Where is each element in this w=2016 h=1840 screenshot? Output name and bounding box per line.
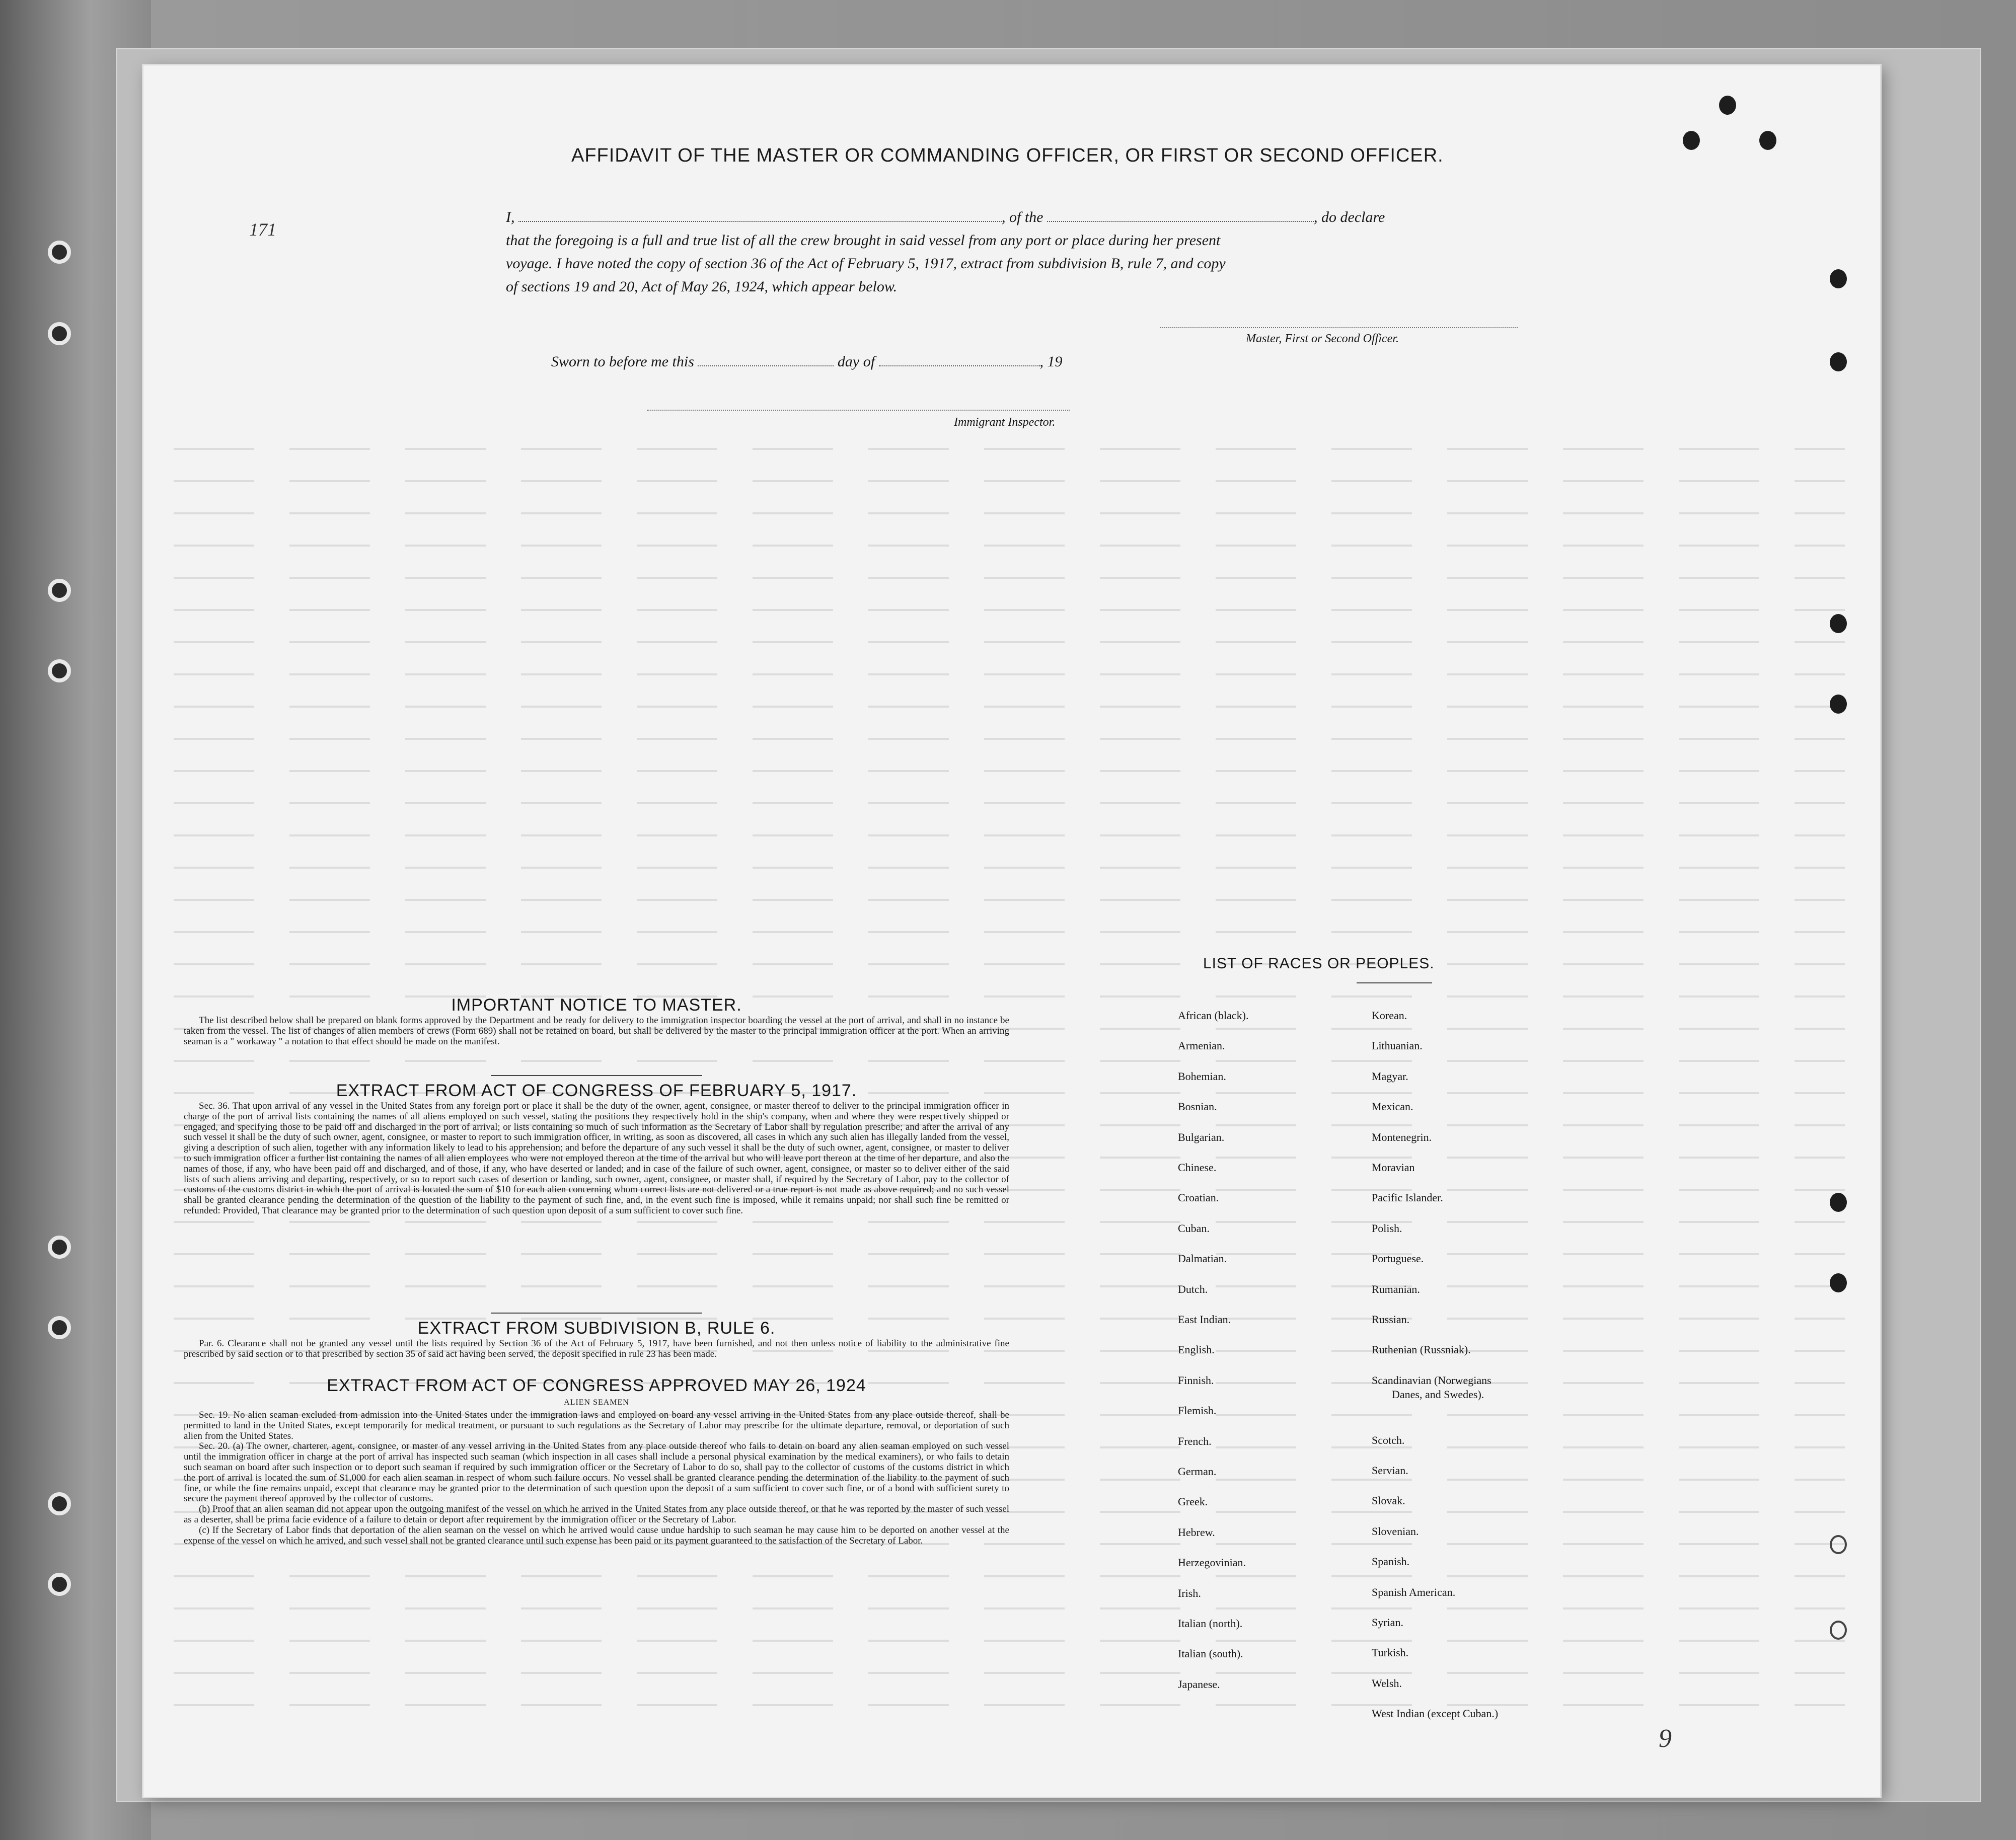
name-blank[interactable] bbox=[518, 210, 1002, 222]
master-signature-line[interactable] bbox=[1160, 327, 1518, 328]
binder-hole bbox=[48, 1573, 71, 1596]
bleed-through-row bbox=[174, 899, 1845, 901]
punch-hole-ring bbox=[1830, 1535, 1847, 1554]
sworn-line bbox=[551, 353, 1063, 370]
race-item: Bosnian. bbox=[1178, 1100, 1217, 1113]
divider bbox=[491, 1075, 702, 1076]
race-item: Lithuanian. bbox=[1372, 1039, 1423, 1052]
sworn-day-of: day of bbox=[837, 353, 875, 370]
bleed-through-row bbox=[174, 738, 1845, 740]
sworn-month-blank[interactable] bbox=[879, 354, 1040, 366]
notice-text bbox=[184, 1016, 1009, 1047]
handwritten-page-mark: 9 bbox=[1659, 1724, 1672, 1753]
race-item: Italian (south). bbox=[1178, 1647, 1243, 1660]
punch-hole bbox=[1830, 695, 1847, 714]
race-item: Magyar. bbox=[1372, 1069, 1408, 1083]
sworn-day-blank[interactable] bbox=[698, 354, 834, 366]
race-item: Turkish. bbox=[1372, 1646, 1409, 1659]
bleed-through-row bbox=[174, 641, 1845, 643]
bleed-through-row bbox=[174, 1640, 1845, 1642]
section-20c-paragraph: (c) If the Secretary of Labor finds that deportation of the alien seaman on the vessel on which he arrived would cause undue hardship to such seaman he may cause him to be deported on another vessel at the expense of the vessel on which he arrived, and such vessel shall not be granted clearance until such expense has been paid or its payment guaranteed to the satisfaction of the Secretary of Labor. bbox=[184, 1524, 1009, 1546]
race-item: Hebrew. bbox=[1178, 1525, 1215, 1539]
form-sheet bbox=[143, 65, 1880, 1797]
section-19-paragraph: Sec. 19. No alien seaman excluded from admission into the United States under the immigration laws and employed on board any vessel arriving in the United States from any place outside thereof, shall be permitted to land in the United States, except temporarily for medical treatment, or pursuant to such regulations as the Secretary of Labor may prescribe for the ultimate departure, removal, or deportation of such alien from the United States. bbox=[184, 1410, 1009, 1441]
binder-hole bbox=[48, 1492, 71, 1515]
master-signature-caption: Master, First or Second Officer. bbox=[1246, 332, 1399, 345]
affidavit-title: AFFIDAVIT OF THE MASTER OR COMMANDING OFFICER, OR FIRST OR SECOND OFFICER. bbox=[571, 145, 1444, 166]
bleed-through-row bbox=[174, 706, 1845, 708]
divider bbox=[1357, 982, 1432, 983]
race-item: Russian. bbox=[1372, 1313, 1410, 1326]
race-item: Korean. bbox=[1372, 1009, 1407, 1022]
bleed-through-row bbox=[174, 770, 1845, 772]
race-item: Montenegrin. bbox=[1372, 1130, 1432, 1143]
punch-hole bbox=[1830, 269, 1847, 288]
punch-hole bbox=[1830, 1273, 1847, 1292]
race-item: Portuguese. bbox=[1372, 1252, 1424, 1265]
race-item: Croatian. bbox=[1178, 1191, 1219, 1204]
extract-rule6-text bbox=[184, 1339, 1009, 1360]
inspector-signature-line[interactable] bbox=[647, 410, 1070, 411]
affidavit-of-the: , of the bbox=[1002, 209, 1043, 225]
race-item: Pacific Islander. bbox=[1372, 1191, 1443, 1204]
race-item: Armenian. bbox=[1178, 1039, 1225, 1052]
race-item: Flemish. bbox=[1178, 1404, 1217, 1417]
race-item: English. bbox=[1178, 1343, 1215, 1356]
race-item: Dalmatian. bbox=[1178, 1252, 1227, 1265]
binder-hole bbox=[48, 1236, 71, 1259]
bleed-through-row bbox=[174, 1575, 1845, 1577]
punch-hole bbox=[1683, 131, 1700, 150]
bleed-through-row bbox=[174, 609, 1845, 611]
notice-title: IMPORTANT NOTICE TO MASTER. bbox=[451, 995, 742, 1015]
divider bbox=[491, 1313, 702, 1314]
sworn-year: , 19 bbox=[1039, 353, 1063, 370]
race-item: Scandinavian (Norwegians bbox=[1372, 1373, 1491, 1387]
race-item: Greek. bbox=[1178, 1495, 1208, 1508]
bleed-through-row bbox=[174, 834, 1845, 836]
race-item: African (black). bbox=[1178, 1009, 1249, 1022]
section-36-paragraph: Sec. 36. That upon arrival of any vessel in the United States from any foreign port or place it shall be the duty of the owner, agent, consignee, or master thereof to deliver to the principal immigration officer in charge of the port of arrival lists containing the names of all aliens employed on such vessel, stating the positions they respectively hold in the ship's company, when and where they were respectively shipped or engaged, and specifying those to be paid off and discharged in the port of arrival; or lists containing so much of such information as the Secretary of Labor shall by regulation prescribe; and after the arrival of any such vessel it shall be the duty of such owner, agent, consignee, or master to report to such immigration officer, in writing, as soon as discovered, all cases in which any such alien has illegally landed from the vessel, giving a description of such alien, together with any information likely to lead to his apprehension; and before the departure of any such vessel it shall be the duty of such owner, agent, consignee, or master to deliver to such immigration officer a further list containing the names of all alien employees who were not employed thereon at the time of the arrival but who will leave port thereon at the time of her departure, and also the names of those, if any, who have been paid off and discharged, and of those, if any, who have deserted or landed; and in case of the failure of such owner, agent, consignee, or master so to deliver either of the said lists of such aliens arriving and departing, respectively, or so to report such cases of desertion or landing, such owner, agent, consignee, or master shall, if required by the Secretary of Labor, pay to the collector of customs of the customs district in which the port of arrival is located the sum of $10 for each alien concerning whom correct lists are not delivered or a true report is not made as above required; and no such vessel shall be granted clearance pending the determination of the question of the liability to the payment of such fine, and, in the event such fine is imposed, while it remains unpaid; nor shall such fine be remitted or refunded: Provided, That clearance may be granted prior to the determination of such question upon deposit of a sum sufficient to cover such fine. bbox=[184, 1101, 1009, 1216]
race-item: East Indian. bbox=[1178, 1313, 1231, 1326]
affidavit-i-label: I, bbox=[506, 209, 515, 225]
race-item: Welsh. bbox=[1372, 1676, 1402, 1690]
race-item: Spanish. bbox=[1372, 1555, 1410, 1568]
binder-hole bbox=[48, 322, 71, 345]
affidavit-do-declare: , do declare bbox=[1314, 209, 1385, 225]
punch-hole bbox=[1719, 96, 1736, 115]
race-item: Spanish American. bbox=[1372, 1585, 1456, 1598]
bleed-through-row bbox=[174, 963, 1845, 965]
bleed-through-row bbox=[174, 673, 1845, 675]
bleed-through-row bbox=[174, 1607, 1845, 1609]
affidavit-text-line: that the foregoing is a full and true list of all the crew brought in said vessel from any port or place during her present bbox=[506, 232, 1221, 249]
race-item: Italian (north). bbox=[1178, 1617, 1243, 1630]
race-item: German. bbox=[1178, 1465, 1217, 1478]
extract-1924-title: EXTRACT FROM ACT OF CONGRESS APPROVED MAY 26, 1924 bbox=[327, 1376, 866, 1395]
punch-hole-ring bbox=[1830, 1621, 1847, 1640]
bleed-through-row bbox=[174, 512, 1845, 514]
race-item: Slovak. bbox=[1372, 1494, 1405, 1507]
binder-hole bbox=[48, 241, 71, 264]
race-item: Polish. bbox=[1372, 1221, 1402, 1235]
bleed-through-row bbox=[174, 1672, 1845, 1674]
bleed-through-row bbox=[174, 802, 1845, 804]
binder-hole bbox=[48, 1316, 71, 1339]
bleed-through-row bbox=[174, 1704, 1845, 1706]
race-item: Scotch. bbox=[1372, 1433, 1405, 1446]
race-item: Mexican. bbox=[1372, 1100, 1413, 1113]
punch-hole bbox=[1759, 131, 1776, 150]
bleed-through-row bbox=[174, 931, 1845, 933]
inspector-caption: Immigrant Inspector. bbox=[954, 416, 1056, 429]
extract-1924-subtitle: ALIEN SEAMEN bbox=[564, 1398, 629, 1407]
bleed-through-row bbox=[174, 448, 1845, 450]
extract-1917-text bbox=[184, 1101, 1009, 1216]
race-item: French. bbox=[1178, 1434, 1212, 1447]
notice-paragraph: The list described below shall be prepared on blank forms approved by the Department and be ready for delivery to the immigration inspector boarding the vessel at the port of arrival, and shall in no instance be taken from the vessel. The list of changes of alien members of crews (Form 689) shall not be retained on board, but shall be delivered by the master to the principal immigration officer at the port. When an arriving seaman is a " workaway " a notation to that effect should be made on the manifest. bbox=[184, 1015, 1009, 1047]
bleed-through-row bbox=[174, 545, 1845, 547]
race-item: Finnish. bbox=[1178, 1373, 1214, 1387]
extract-1924-text bbox=[184, 1410, 1009, 1546]
race-item: Danes, and Swedes). bbox=[1392, 1388, 1484, 1401]
race-item: Irish. bbox=[1178, 1586, 1201, 1599]
punch-hole bbox=[1830, 352, 1847, 371]
punch-hole bbox=[1830, 1193, 1847, 1212]
race-item: Cuban. bbox=[1178, 1221, 1210, 1235]
bleed-through-row bbox=[174, 1221, 1845, 1223]
extract-rule6-title: EXTRACT FROM SUBDIVISION B, RULE 6. bbox=[417, 1319, 776, 1338]
affidavit-text-line: voyage. I have noted the copy of section 36 of the Act of February 5, 1917, extract from subdivision B, rule 7, and copy bbox=[506, 255, 1226, 272]
races-title: LIST OF RACES OR PEOPLES. bbox=[1203, 955, 1435, 972]
bleed-through-row bbox=[174, 1253, 1845, 1255]
extract-1917-title: EXTRACT FROM ACT OF CONGRESS OF FEBRUARY 5, 1917. bbox=[336, 1081, 857, 1100]
bleed-through-row bbox=[174, 867, 1845, 869]
bleed-through-row bbox=[174, 577, 1845, 579]
section-20b-paragraph: (b) Proof that an alien seaman did not appear upon the outgoing manifest of the vessel on which he arrived in the United States from any place outside thereof, or that he was reported by the master of such vessel as a deserter, shall be prima facie evidence of a failure to detain or deport after requirement by the immigration officer or the Secretary of Labor. bbox=[184, 1504, 1009, 1525]
vessel-blank[interactable] bbox=[1047, 210, 1314, 222]
handwritten-number: 171 bbox=[249, 219, 276, 240]
section-20a-paragraph: Sec. 20. (a) The owner, charterer, agent, consignee, or master of any vessel arriving in the United States from any place outside thereof who fails to detain on board any alien seaman employed on such vessel until the immigration officer in charge at the port of arrival has inspected such seaman (which inspection in all cases shall include a personal physical examination by the medical examiners), or who fails to detain such seaman on board after such inspection or to deport such seaman if required by such immigration officer or the Secretary of Labor to do so, shall pay to the collector of customs of the customs district in which the port of arrival is located the sum of $1,000 for each alien seaman in respect of whom such failure occurs. No vessel shall be granted clearance pending the determination of the liability to the payment of such fine, or while the fine remains unpaid, except that clearance may be granted prior to the determination of such question upon the deposit of a sum sufficient to cover such fine, or of a bond with sufficient surety to secure the payment thereof approved by the collector of customs. bbox=[184, 1441, 1009, 1504]
affidavit-declaration-line bbox=[506, 207, 1623, 227]
race-item: Bohemian. bbox=[1178, 1069, 1226, 1083]
race-item: Moravian bbox=[1372, 1161, 1415, 1174]
sworn-prefix: Sworn to before me this bbox=[551, 353, 694, 370]
binder-hole bbox=[48, 579, 71, 602]
race-item: Herzegovinian. bbox=[1178, 1556, 1246, 1569]
rule-6-paragraph: Par. 6. Clearance shall not be granted any vessel until the lists required by Section 36 of the Act of February 5, 1917, have been furnished, and not then unless notice of liability to the administrative fine prescribed by said section or to that prescribed by section 35 of said act having been served, the deposit specified in rule 23 has been made. bbox=[184, 1338, 1009, 1359]
race-item: Rumanian. bbox=[1372, 1282, 1420, 1295]
affidavit-text-line: of sections 19 and 20, Act of May 26, 1924, which appear below. bbox=[506, 278, 898, 295]
race-item: Japanese. bbox=[1178, 1677, 1220, 1691]
race-item: Slovenian. bbox=[1372, 1524, 1419, 1538]
bleed-through-row bbox=[174, 1060, 1845, 1062]
race-item: Dutch. bbox=[1178, 1282, 1208, 1295]
race-item: Ruthenian (Russniak). bbox=[1372, 1343, 1471, 1356]
race-item: Chinese. bbox=[1178, 1161, 1217, 1174]
race-item: West Indian (except Cuban.) bbox=[1372, 1707, 1499, 1720]
punch-hole bbox=[1830, 614, 1847, 633]
bleed-through-row bbox=[174, 1285, 1845, 1287]
race-item: Syrian. bbox=[1372, 1616, 1403, 1629]
race-item: Bulgarian. bbox=[1178, 1130, 1225, 1143]
bleed-through-row bbox=[174, 480, 1845, 482]
race-item: Servian. bbox=[1372, 1464, 1408, 1477]
binder-hole bbox=[48, 659, 71, 682]
